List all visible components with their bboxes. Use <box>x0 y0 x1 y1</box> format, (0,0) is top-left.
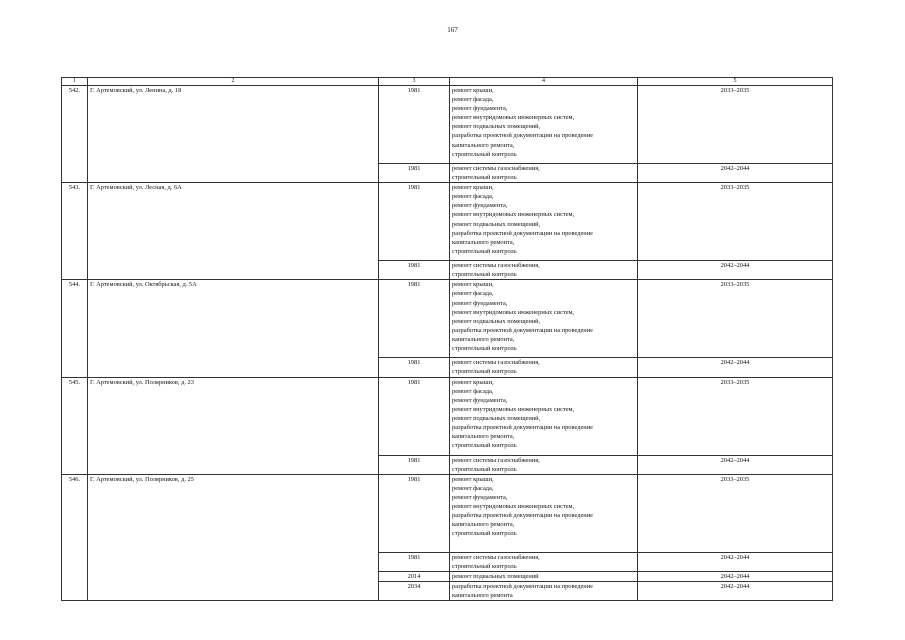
capital-repair-table <box>61 77 833 601</box>
repair-works <box>450 280 638 358</box>
row-number: 543. <box>62 183 88 280</box>
repair-work-item: ремонт внутридомовых инженерных систем, <box>452 308 575 316</box>
repair-work-item: строительный контроль <box>452 174 517 182</box>
repair-work-item: ремонт крыши, <box>452 87 494 94</box>
repair-period: 2033–2035 <box>638 280 833 358</box>
table-row <box>62 474 833 552</box>
repair-works <box>450 183 638 261</box>
repair-work-item: ремонт внутридомовых инженерных систем, <box>452 114 575 122</box>
repair-work-item: капитального ремонта, <box>452 521 515 529</box>
repair-work-item: ремонт фасада, <box>452 193 494 201</box>
repair-work-item: ремонт фундамента, <box>452 202 508 210</box>
repair-work-item: строительный контроль <box>452 562 517 570</box>
repair-work-item: капитального ремонта, <box>452 141 515 149</box>
column-header-3: 3 <box>379 78 450 86</box>
repair-period: 2042–2044 <box>638 164 833 183</box>
repair-work-item: ремонт подвальных помещений, <box>452 414 541 422</box>
repair-work-item: строительный контроль <box>452 530 517 538</box>
build-year: 2034 <box>379 582 450 601</box>
repair-work-item: ремонт системы газоснабжения, <box>452 262 540 270</box>
build-year: 2014 <box>379 571 450 581</box>
repair-work-item: ремонт подвальных помещений, <box>452 220 541 228</box>
row-number: 545. <box>62 377 88 474</box>
repair-work-item: ремонт системы газоснабжения, <box>452 359 540 367</box>
repair-period: 2042–2044 <box>638 552 833 571</box>
repair-works <box>450 455 638 474</box>
repair-work-item: разработка проектной документации на проведение <box>452 512 593 520</box>
repair-work-item: ремонт крыши, <box>452 475 494 483</box>
table-row <box>62 183 833 261</box>
repair-work-item: капитального ремонта, <box>452 433 515 441</box>
row-number: 542. <box>62 86 88 183</box>
repair-period: 2042–2044 <box>638 582 833 601</box>
column-header-1: 1 <box>62 78 88 86</box>
repair-work-item: капитального ремонта, <box>452 238 515 246</box>
build-year: 1981 <box>379 377 450 455</box>
repair-work-item: разработка проектной документации на проведение <box>452 424 593 432</box>
table-header-row <box>62 78 833 86</box>
column-header-5: 5 <box>638 78 833 86</box>
repair-period: 2033–2035 <box>638 474 833 552</box>
repair-work-item: ремонт фасада, <box>452 290 494 298</box>
repair-work-item: ремонт внутридомовых инженерных систем, <box>452 211 575 219</box>
column-header-2: 2 <box>88 78 379 86</box>
build-year: 1981 <box>379 552 450 571</box>
repair-work-item: капитального ремонта, <box>452 335 515 343</box>
repair-period: 2042–2044 <box>638 455 833 474</box>
row-address: Г. Артемовский, ул. Полярников, д. 23 <box>88 377 379 474</box>
build-year: 1981 <box>379 164 450 183</box>
table-row <box>62 280 833 358</box>
repair-work-item: разработка проектной документации на проведение <box>452 583 593 591</box>
repair-work-item: ремонт крыши, <box>452 378 494 386</box>
repair-work-item: ремонт крыши, <box>452 184 494 192</box>
table-row <box>62 86 833 164</box>
repair-work-item: разработка проектной документации на проведение <box>452 229 593 237</box>
repair-work-item: ремонт фундамента, <box>452 493 508 501</box>
repair-work-item: ремонт фасада, <box>452 387 494 395</box>
repair-works <box>450 552 638 571</box>
repair-work-item: ремонт подвальных помещений <box>452 572 539 580</box>
repair-work-item: ремонт системы газоснабжения, <box>452 553 540 561</box>
build-year: 1981 <box>379 455 450 474</box>
repair-work-item: ремонт фундамента, <box>452 105 508 113</box>
build-year: 1981 <box>379 261 450 280</box>
repair-work-item: строительный контроль <box>452 345 517 353</box>
repair-work-item: строительный контроль <box>452 150 517 158</box>
repair-work-item: ремонт системы газоснабжения, <box>452 456 540 464</box>
build-year: 1981 <box>379 280 450 358</box>
repair-work-item: ремонт внутридомовых инженерных систем, <box>452 503 575 511</box>
repair-works <box>450 571 638 581</box>
repair-period: 2042–2044 <box>638 261 833 280</box>
repair-works <box>450 582 638 601</box>
repair-period: 2042–2044 <box>638 571 833 581</box>
repair-work-item: ремонт фасада, <box>452 484 494 492</box>
repair-period: 2033–2035 <box>638 86 833 164</box>
column-header-4: 4 <box>450 78 638 86</box>
repair-work-item: ремонт фундамента, <box>452 396 508 404</box>
repair-works <box>450 261 638 280</box>
repair-work-item: строительный контроль <box>452 247 517 255</box>
repair-work-item: ремонт подвальных помещений, <box>452 317 541 325</box>
build-year: 1981 <box>379 183 450 261</box>
repair-period: 2033–2035 <box>638 183 833 261</box>
repair-works <box>450 86 638 164</box>
repair-work-item: строительный контроль <box>452 368 517 376</box>
row-address: Г. Артемовский, ул. Лесная, д. 6А <box>88 183 379 280</box>
build-year: 1981 <box>379 86 450 164</box>
build-year: 1981 <box>379 358 450 377</box>
row-number: 544. <box>62 280 88 377</box>
repair-work-item: ремонт крыши, <box>452 281 494 289</box>
repair-work-item: ремонт фасада, <box>452 96 494 104</box>
row-address: Г. Артемовский, ул. Ленина, д. 18 <box>88 86 379 183</box>
repair-work-item: строительный контроль <box>452 442 517 450</box>
repair-period: 2042–2044 <box>638 358 833 377</box>
repair-period: 2033–2035 <box>638 377 833 455</box>
repair-work-item: ремонт системы газоснабжения, <box>452 165 540 172</box>
row-address: Г. Артемовский, ул. Октябрьская, д. 5А <box>88 280 379 377</box>
repair-work-item: капитального ремонта <box>452 592 513 600</box>
repair-work-item: ремонт внутридомовых инженерных систем, <box>452 405 575 413</box>
repair-work-item: строительный контроль <box>452 465 517 473</box>
repair-works <box>450 164 638 183</box>
repair-work-item: строительный контроль <box>452 271 517 279</box>
page-number: 167 <box>447 26 458 34</box>
repair-work-item: разработка проектной документации на проведение <box>452 326 593 334</box>
repair-works <box>450 358 638 377</box>
repair-works <box>450 377 638 455</box>
row-number: 546. <box>62 474 88 600</box>
table-row <box>62 377 833 455</box>
repair-work-item: ремонт фундамента, <box>452 299 508 307</box>
repair-work-item: ремонт подвальных помещений, <box>452 123 541 131</box>
repair-works <box>450 474 638 552</box>
repair-work-item: разработка проектной документации на проведение <box>452 132 593 140</box>
build-year: 1981 <box>379 474 450 552</box>
row-address: Г. Артемовский, ул. Полярников, д. 25 <box>88 474 379 600</box>
